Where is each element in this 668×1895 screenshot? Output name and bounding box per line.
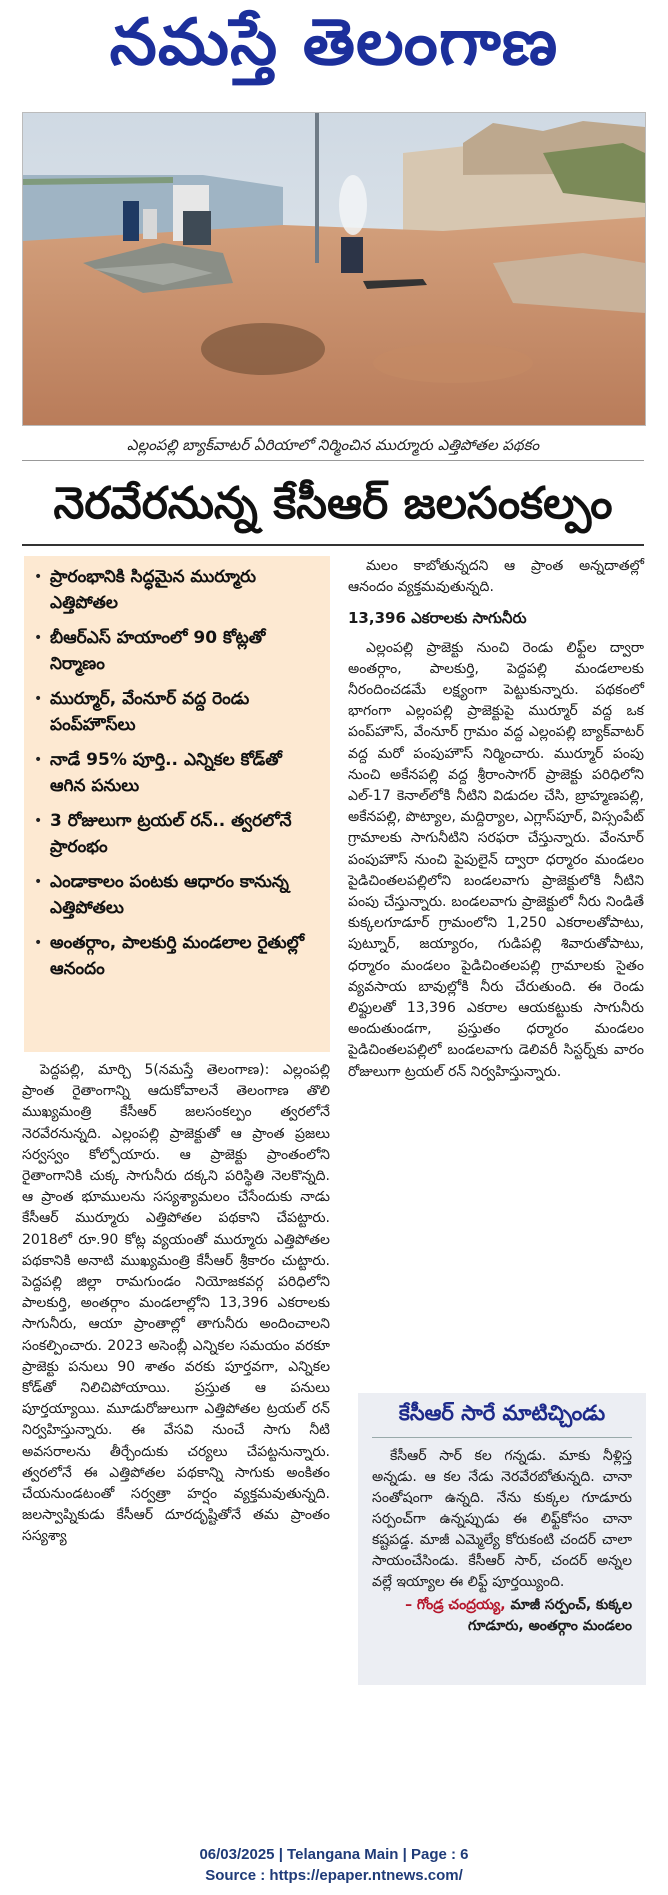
headline: నెరవేరనున్న కేసీఆర్ జలసంకల్పం bbox=[53, 478, 613, 529]
footer-date-line: 06/03/2025 | Telangana Main | Page : 6 bbox=[199, 1846, 469, 1863]
highlight-text: ముర్మూర్, వేంనూర్ వద్ద రెండు పంప్‌హౌస్‌లు bbox=[50, 689, 250, 735]
sidebar-title: కేసీఆర్ సారే మాటిచ్చిండు bbox=[372, 1401, 632, 1438]
bullet-icon: • bbox=[34, 630, 43, 646]
highlight-text: 3 రోజులుగా ట్రయల్ రన్.. త్వరలోనే ప్రారంభం bbox=[50, 811, 292, 857]
highlight-text: ఎండాకాలం పంటకు ఆధారం కానున్న ఎత్తిపోతలు bbox=[50, 872, 289, 918]
article-column-right bbox=[348, 556, 644, 1083]
article-text: ఎల్లంపల్లి ప్రాంత రైతాంగాన్ని ఆదుకోవాలనే తెలంగాణ తొలి ముఖ్యమంత్రి కేసీఆర్ జలసంకల్పం త్వరలోనే నెరవేరనున్నది. ఎల్లంపల్లి ప్రాజెక్టుతో ఆ ప్రాంత ప్రజలు సర్వస్వం కోల్పోయారు. ఆ ప్రాజెక్టు ప్రాంతంలోని రైతాంగానికి చుక్క సాగునీరు దక్కని పరిస్థితి నెలకొన్నది. ఆ ప్రాంత భూములను సస్యశ్యామలం చేసేందుకు నాడు కేసీఆర్ ముర్మూరు ఎత్తిపోతల పథకాని చేపట్టారు. 2018లో రూ.90 కోట్ల వ్యయంతో ముర్మూరు ఎత్తిపోతల పథకానికి అనాటి ముఖ్యమంత్రి కేసీఆర్ శ్రీకారం చుట్టారు. పెద్దపల్లి జిల్లా రామగుండం నియోజకవర్గ పరిధిలోని పాలకుర్తి, అంతర్గాం మండలాల్లోని 13,396 ఎకరాలకు సాగునీరు, ఆయా ప్రాంతాల్లో తాగునీరు అందించాలని సంకల్పించారు. 2023 అసెంబ్లీ ఎన్నికల సమయం వరకూ ప్రాజెక్టు పనులు 90 శాతం వరకు పూర్తవగా, ఎన్నికల కోడ్‌తో నిలిచిపోయాయి. ప్రస్తుత ఆ పనులు పూర్తయ్యాయి. మూడురోజులుగా ఎత్తిపోతల ట్రయల్ రన్ నిర్వహిస్తున్నారు. ఈ వేసవి నుంచే సాగు నీటి అవసరాలను తీర్చేందుకు చర్యలు చేపట్టనున్నారు. త్వరలోనే ఈ ఎత్తిపోతల పథకాన్ని సాగుకు అంకితం చేయనుండటంతో సర్వత్రా హర్షం వ్యక్తమవుతున్నది. జలస్వాప్నికుడు కేసీఆర్ దూరదృష్టితోనే తమ ప్రాంతం సస్యశ్యా bbox=[22, 1062, 331, 1545]
bullet-icon: • bbox=[34, 874, 43, 890]
highlight-item bbox=[34, 808, 322, 860]
dateline: పెద్దపల్లి, మార్చి 5(నమస్తే తెలంగాణ): bbox=[40, 1062, 270, 1078]
article-subhead: 13,396 ఎకరాలకు సాగునీరు bbox=[348, 609, 527, 628]
page-footer bbox=[0, 1844, 668, 1886]
signature-details: మాజీ సర్పంచ్, కుక్కల గూడూరు, అంతర్గాం మండలం bbox=[468, 1597, 632, 1634]
highlight-text: నాడే 95% పూర్తి.. ఎన్నికల కోడ్‌తో ఆగిన పనులు bbox=[50, 750, 282, 796]
highlight-text: అంతర్గాం, పాలకుర్తి మండలాల రైతుల్లో ఆనందం bbox=[50, 933, 305, 979]
news-photo bbox=[22, 112, 646, 426]
highlight-item bbox=[34, 564, 322, 616]
headline-rule bbox=[22, 544, 644, 546]
article-column-left bbox=[22, 1060, 330, 1548]
article-paragraph: ఎల్లంపల్లి ప్రాజెక్టు నుంచి రెండు లిఫ్ట్‌ల ద్వారా అంతర్గాం, పాలకుర్తి, పెద్దపల్లి మండలాలకు నీరందించడమే లక్ష్యంగా పెట్టుకున్నారు. పథకంలో భాగంగా ఎల్లంపల్లి ప్రాజెక్టుపై ముర్మూర్ వద్ద ఒక పంప్‌హౌస్, వేంనూర్ గ్రామం వద్ద ఎల్లంపల్లి బ్యాక్‌వాటర్ వద్ద మరో పంపుహౌస్ నిర్మించారు. ముర్మూర్ పంపు నుంచి అకేనపల్లి వద్ద శ్రీరాంసాగర్ ప్రాజెక్టు పరిధిలోని ఎల్-17 కెనాల్‌లోకి నీటిని విడుదల చేసి, బ్రాహ్మణపల్లి, అకేనపల్లి, పొట్యాల, మద్దిర్యాల, ఎగ్లాస్‌పూర్, విస్సంపేట్ గ్రామాలకు సాగునీటిని సరఫరా చేస్తున్నారు. వేంనూర్ పంపుహౌస్ నుంచి పైపులైన్ ద్వారా ధర్మారం మండలం పైడిచింతలపల్లిలోని బండలవాగు ప్రాజెక్టులోకి నీటిని పంపు చేస్తున్నారు. బండలవాగు ప్రాజెక్టులో నీరు నిండితే కుక్కలగూడూర్ గ్రామంలోని 1,250 ఎకరాలతోపాటు, పుట్నూర్, జయ్యారం, గుడిపల్లి శివారుతోపాటు, ధర్మారం మండలం పైడిచింతలపల్లి గ్రామాలకు సైతం వ్యవసాయ బావుల్లోకి నీరు చేరుతుంది. ఈ రెండు లిఫ్టులతో 13,396 ఎకరాల ఆయకట్టుకు సాగునీరు అందుతుండగా, ప్రస్తుతం ధర్మారం మండలం పైడిచింతలపల్లిలో బండలవాగు డెలివరీ సిస్టర్న్‌కు వారం రోజులుగా ట్రయల్ రన్ నిర్వహిస్తున్నారు. bbox=[348, 639, 644, 1080]
sidebar-body: కేసీఆర్ సార్ కల గన్నడు. మాకు నీళ్లిస్త అన్నడు. ఆ కల నేడు నెరవేరబోతున్నది. చానా సంతోషంగా ఉన్నది. నేను కుక్కల గూడూరు సర్పంచ్‌గా ఉన్నప్పుడు ఈ లిఫ్ట్‌కోసం చానా కష్టపడ్డ. మాజీ ఎమ్మెల్యే కోరుకంటి చందర్ చాలా సాయంచేసిండు. కేసీఆర్ సార్, చందర్ అన్నల వల్లే ఇయ్యాల ఈ లిఫ్ట్ పూర్తయ్యింది. bbox=[372, 1448, 632, 1590]
bullet-icon: • bbox=[34, 691, 43, 707]
bullet-icon: • bbox=[34, 752, 43, 768]
highlight-text: ప్రారంభానికి సిద్ధమైన ముర్మూరు ఎత్తిపోతల bbox=[50, 567, 257, 613]
highlight-item bbox=[34, 686, 322, 738]
signature-name: – గోండ్ర చంద్రయ్య, bbox=[405, 1597, 506, 1613]
highlight-item bbox=[34, 625, 322, 677]
bullet-icon: • bbox=[34, 569, 43, 585]
footer-source-line: Source : https://epaper.ntnews.com/ bbox=[205, 1867, 463, 1884]
quote-sidebar bbox=[358, 1393, 646, 1685]
article-paragraph: మలం కాబోతున్నదని ఆ ప్రాంత అన్నదాతల్లో ఆనందం వ్యక్తమవుతున్నది. bbox=[348, 558, 644, 596]
highlight-item bbox=[34, 747, 322, 799]
article-paragraph bbox=[22, 1060, 330, 1548]
masthead: నమస్తే తెలంగాణ bbox=[109, 5, 559, 80]
sidebar-signature bbox=[372, 1595, 632, 1637]
photo-caption: ఎల్లంపల్లి బ్యాక్‌వాటర్ ఏరియాలో నిర్మించిన ముర్మూరు ఎత్తిపోతల పథకం bbox=[22, 430, 644, 461]
highlights-box bbox=[24, 556, 330, 1052]
bullet-icon: • bbox=[34, 813, 43, 829]
bullet-icon: • bbox=[34, 935, 43, 951]
highlight-item bbox=[34, 930, 322, 982]
highlight-text: బీఆర్ఎస్ హయాంలో 90 కోట్లతో నిర్మాణం bbox=[50, 628, 266, 674]
highlight-item bbox=[34, 869, 322, 921]
